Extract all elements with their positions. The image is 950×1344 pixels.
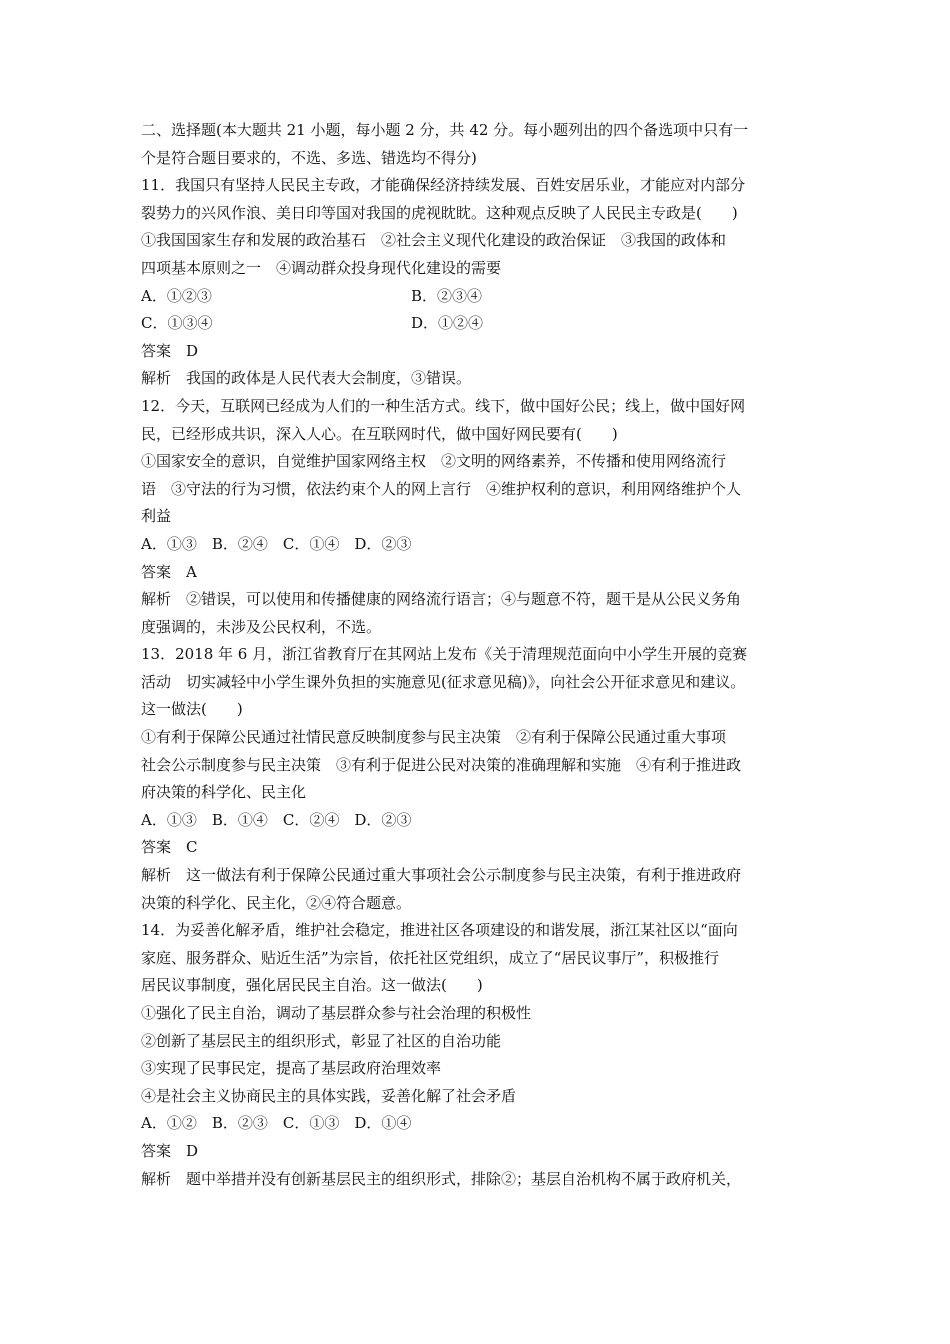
- question-items: 利益: [141, 507, 172, 526]
- analysis: 解析 ②错误，可以使用和传播健康的网络流行语言；④与题意不符，题干是从公民义务角: [141, 590, 742, 609]
- answer: 答案 A: [141, 562, 197, 581]
- section-header: [141, 117, 813, 172]
- answer: 答案 C: [141, 838, 198, 857]
- question-items: 四项基本原则之一 ④调动群众投身现代化建设的需要: [141, 258, 502, 277]
- question-items: 社会公示制度参与民主决策 ③有利于促进公民对决策的准确理解和实施 ④有利于推进政: [141, 755, 742, 774]
- option-row: [141, 283, 813, 311]
- question-items: 府决策的科学化、民主化: [141, 783, 307, 802]
- question-stem: 家庭、服务群众、贴近生活”为宗旨，依托社区党组织，成立了“居民议事厅”，积极推行: [141, 948, 720, 967]
- question-items: ③实现了民事民定，提高了基层政府治理效率: [141, 1059, 442, 1078]
- question-12: [141, 393, 813, 641]
- analysis: 决策的科学化、民主化，②④符合题意。: [141, 893, 412, 912]
- options: A．①② B．②③ C．①③ D．①④: [141, 1114, 412, 1133]
- question-items: ①强化了民主自治，调动了基层群众参与社会治理的积极性: [141, 1004, 532, 1022]
- option-c: C．①③④: [141, 314, 213, 333]
- question-stem: 12．今天，互联网已经成为人们的一种生活方式。线下，做中国好公民；线上，做中国好网: [141, 396, 746, 415]
- option-b: B．②③④: [411, 286, 483, 305]
- question-stem: 民，已经形成共识，深入人心。在互联网时代，做中国好网民要有( ): [141, 424, 618, 443]
- question-items: 语 ③守法的行为习惯，依法约束个人的网上言行 ④维护权利的意识，利用网络维护个人: [141, 479, 742, 498]
- text-line: 个是符合题目要求的，不选、多选、错选均不得分): [141, 148, 477, 167]
- question-stem: 居民议事制度，强化居民民主自治。这一做法( ): [141, 976, 483, 995]
- question-items: ①国家安全的意识，自觉维护国家网络主权 ②文明的网络素养，不传播和使用网络流行: [141, 452, 727, 471]
- option-a: A．①②③: [141, 286, 212, 305]
- question-stem: 裂势力的兴风作浪、美日印等国对我国的虎视眈眈。这种观点反映了人民民主专政是( ): [141, 203, 738, 222]
- question-stem: 11．我国只有坚持人民民主专政，才能确保经济持续发展、百姓安居乐业，才能应对内部分: [141, 176, 746, 195]
- analysis: 解析 这一做法有利于保障公民通过重大事项社会公示制度参与民主决策，有利于推进政府: [141, 866, 742, 885]
- option-d: D．①②④: [411, 314, 484, 333]
- question-items: ②创新了基层民主的组织形式，彰显了社区的自治功能: [141, 1031, 502, 1050]
- question-stem: 14．为妥善化解矛盾，维护社会稳定，推进社区各项建设的和谐发展，浙江某社区以“面向: [141, 921, 738, 940]
- analysis: 解析 题中举措并没有创新基层民主的组织形式，排除②；基层自治机构不属于政府机关，: [141, 1169, 742, 1188]
- question-13: [141, 641, 813, 917]
- options: A．①③ B．①④ C．②④ D．②③: [141, 810, 412, 829]
- analysis: 度强调的，未涉及公民权利，不选。: [141, 617, 382, 636]
- options: A．①③ B．②④ C．①④ D．②③: [141, 534, 412, 553]
- question-11: [141, 172, 813, 393]
- answer: 答案 D: [141, 1141, 199, 1160]
- question-14: [141, 917, 813, 1193]
- option-row: [141, 310, 813, 338]
- question-stem: 13．2018 年 6 月，浙江省教育厅在其网站上发布《关于清理规范面向中小学生开展的竞赛: [141, 645, 748, 664]
- document-page: [141, 117, 813, 1193]
- question-stem: 这一做法( ): [141, 700, 243, 719]
- question-items: ④是社会主义协商民主的具体实践，妥善化解了社会矛盾: [141, 1086, 517, 1105]
- answer: 答案 D: [141, 341, 199, 360]
- text-line: 二、选择题(本大题共 21 小题，每小题 2 分，共 42 分。每小题列出的四个备选项中只有一: [141, 121, 749, 139]
- analysis: 解析 我国的政体是人民代表大会制度，③错误。: [141, 369, 472, 388]
- question-items: ①我国国家生存和发展的政治基石 ②社会主义现代化建设的政治保证 ③我国的政体和: [141, 231, 727, 250]
- question-items: ①有利于保障公民通过社情民意反映制度参与民主决策 ②有利于保障公民通过重大事项: [141, 728, 727, 747]
- question-stem: 活动 切实减轻中小学生课外负担的实施意见(征求意见稿)》，向社会公开征求意见和建议。: [141, 672, 746, 691]
